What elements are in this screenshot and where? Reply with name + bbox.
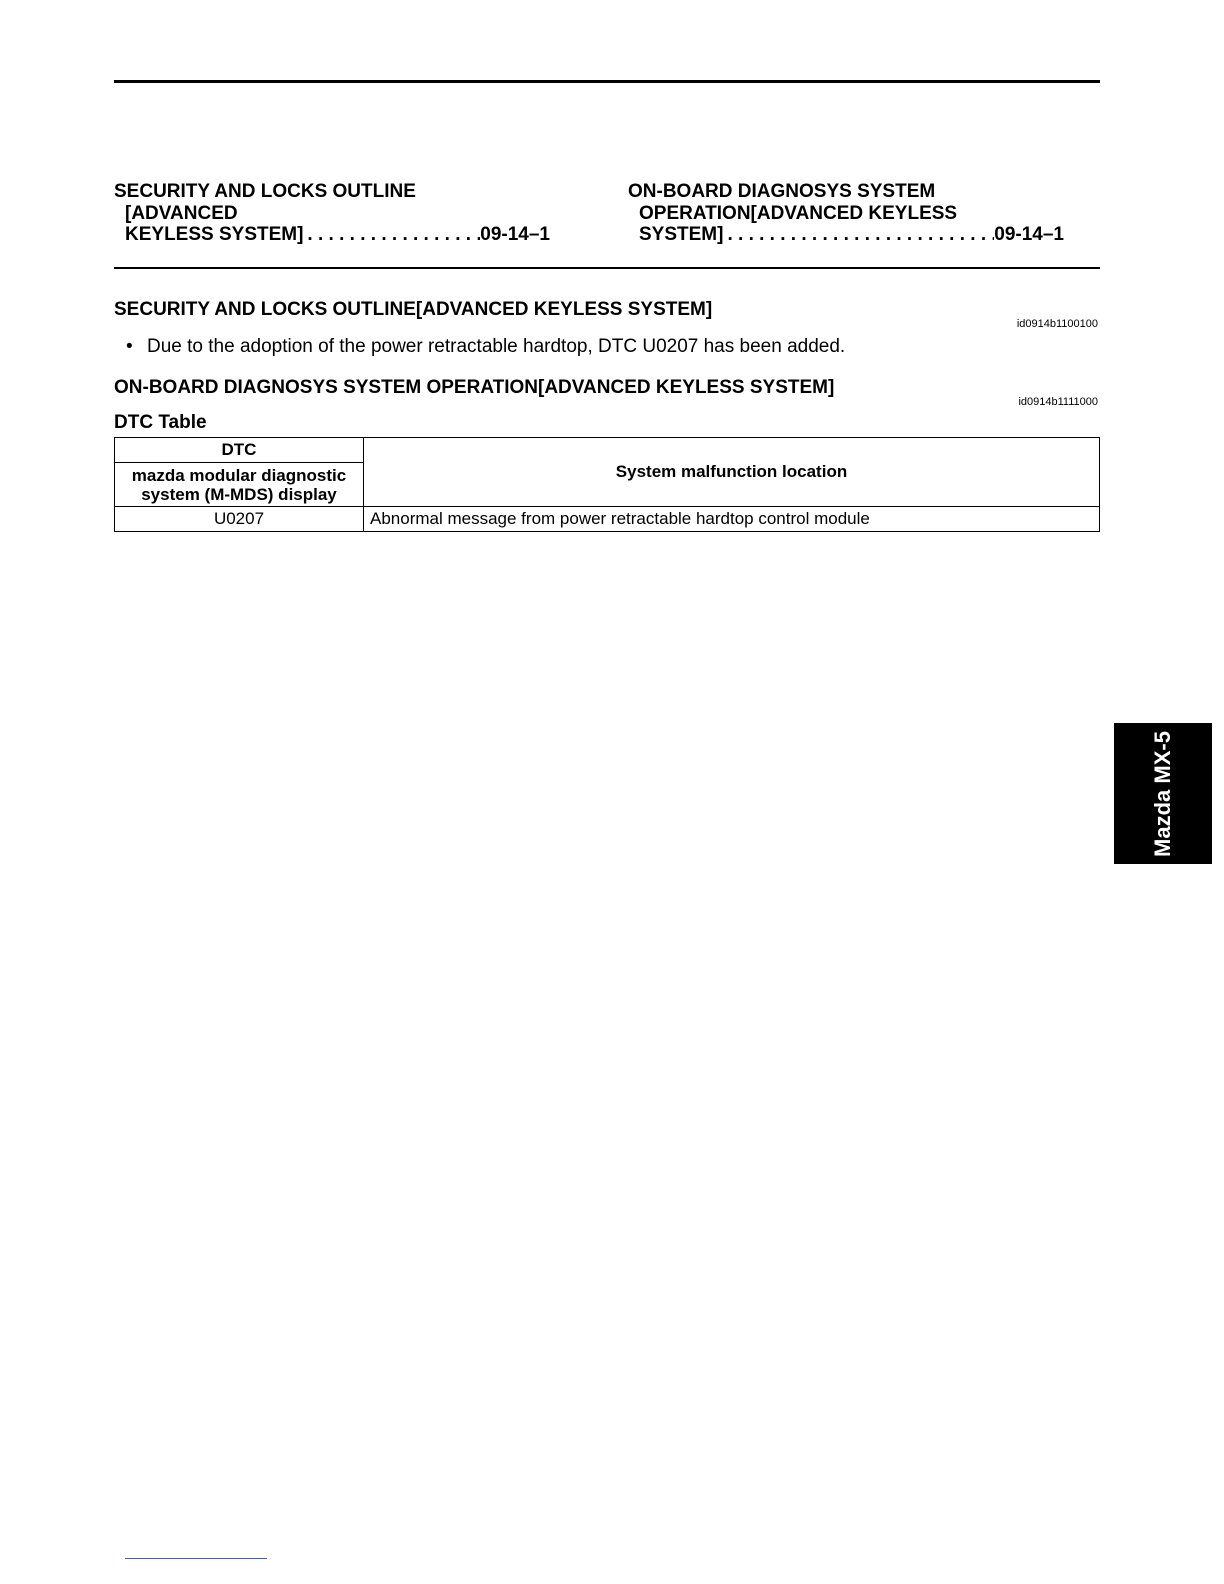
section-id: id0914b1111000 [1018, 396, 1098, 408]
section-id: id0914b1100100 [1016, 318, 1098, 330]
toc-entry-security-locks[interactable] [114, 181, 550, 246]
toc-line: OPERATION[ADVANCED KEYLESS [639, 202, 958, 224]
toc-page-number: 09-14–1 [480, 224, 550, 245]
dtc-table [114, 437, 1100, 532]
top-rule [114, 80, 1100, 83]
toc-line: SYSTEM] [639, 224, 724, 245]
bullet-text: Due to the adoption of the power retractable hardtop, DTC U0207 has been added. [147, 336, 846, 357]
header-dtc: DTC [115, 438, 364, 463]
toc-line: KEYLESS SYSTEM] [125, 224, 304, 245]
section-title-on-board-diagnosys: ON-BOARD DIAGNOSYS SYSTEM OPERATION[ADVANCED KEYLESS SYSTEM] [114, 377, 835, 398]
toc-bottom-rule [114, 267, 1100, 269]
side-tab-label: Mazda MX-5 [1150, 730, 1175, 857]
toc-last-line [628, 224, 1064, 246]
toc-line: [ADVANCED [125, 202, 238, 224]
toc-dot-leader [303, 224, 480, 246]
header-mds-display: mazda modular diagnostic system (M-MDS) display [115, 463, 364, 507]
toc-line: SECURITY AND LOCKS OUTLINE [114, 181, 416, 202]
header-location: System malfunction location [364, 438, 1100, 507]
toc-entry-on-board-diagnosys[interactable] [628, 181, 1064, 246]
section-title-security-locks: SECURITY AND LOCKS OUTLINE[ADVANCED KEYLESS SYSTEM] [114, 299, 713, 320]
table-row [115, 507, 1100, 532]
side-tab[interactable] [1114, 723, 1212, 864]
toc-dot-leader [723, 224, 994, 246]
toc-line: ON-BOARD DIAGNOSYS SYSTEM [628, 181, 936, 202]
footer-link-underline[interactable] [125, 1558, 267, 1559]
toc-last-line [114, 224, 550, 246]
toc-page-number: 09-14–1 [994, 224, 1064, 245]
location-cell: Abnormal message from power retractable hardtop control module [364, 507, 1100, 532]
dtc-code-cell: U0207 [115, 507, 364, 532]
dtc-table-title: DTC Table [114, 412, 207, 433]
bullet-item [126, 336, 845, 358]
bullet-dot-icon: • [126, 336, 133, 357]
